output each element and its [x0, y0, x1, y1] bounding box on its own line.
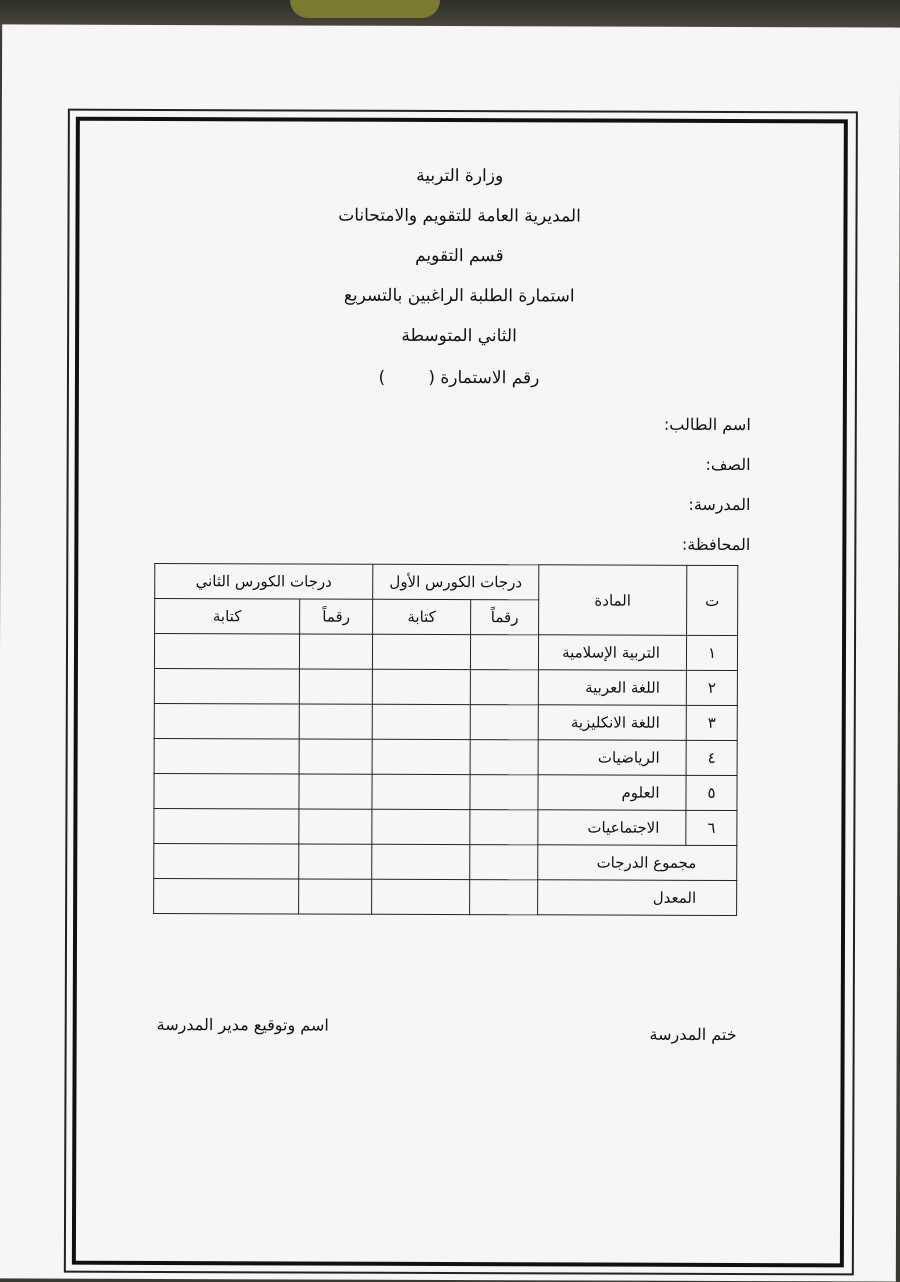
row-number: ١ [686, 635, 737, 670]
grade-cell[interactable] [372, 739, 470, 774]
grade-cell[interactable] [299, 774, 372, 809]
grade-cell[interactable] [372, 809, 470, 844]
grade-cell[interactable] [372, 669, 470, 704]
course1-header: درجات الكورس الأول [373, 564, 539, 600]
row-number: ٣ [686, 705, 737, 740]
grade-cell[interactable] [372, 879, 470, 914]
row-subject: الرياضيات [538, 740, 686, 776]
row-subject: التربية الإسلامية [538, 635, 686, 671]
grade-cell[interactable] [470, 880, 538, 915]
grade-cell[interactable] [299, 739, 372, 774]
grade-cell[interactable] [154, 808, 299, 844]
table-row [154, 808, 737, 845]
grade-cell[interactable] [299, 669, 372, 704]
student-name-label: اسم الطالب: [663, 414, 751, 435]
department-title: قسم التقويم [415, 245, 504, 267]
row-subject: اللغة العربية [538, 670, 686, 706]
grade-cell[interactable] [470, 740, 538, 775]
grade-cell[interactable] [154, 843, 299, 879]
grade-cell[interactable] [154, 773, 299, 809]
grade-cell[interactable] [154, 738, 299, 774]
table-row [154, 703, 737, 740]
grade-cell[interactable] [372, 634, 470, 669]
grade-cell[interactable] [154, 703, 299, 739]
grade-cell[interactable] [299, 809, 372, 844]
governorate-label: المحافظة: [681, 534, 751, 555]
grade-cell[interactable] [154, 878, 299, 914]
grade-cell[interactable] [299, 704, 372, 739]
total-label: مجموع الدرجات [538, 845, 737, 881]
school-stamp-label: ختم المدرسة [649, 1024, 737, 1045]
row-number: ٦ [686, 810, 737, 845]
grade-cell[interactable] [470, 845, 538, 880]
table-row [154, 633, 737, 670]
grade-cell[interactable] [299, 844, 372, 879]
grade-cell[interactable] [372, 844, 470, 879]
course2-words-header: كتابة [155, 598, 300, 634]
course2-digits-header: رقماً [300, 599, 373, 634]
row-number: ٤ [686, 740, 737, 775]
grades-table [153, 563, 738, 916]
grade-cell[interactable] [470, 775, 538, 810]
grade-level: الثاني المتوسطة [401, 325, 517, 347]
row-number: ٢ [686, 670, 737, 705]
grade-cell[interactable] [470, 670, 538, 705]
table-row [154, 738, 737, 775]
grade-cell[interactable] [299, 879, 372, 914]
row-subject: اللغة الانكليزية [538, 705, 686, 741]
grade-cell[interactable] [372, 704, 470, 739]
col-number-header: ت [687, 565, 738, 635]
object-edge [290, 0, 440, 18]
course2-header: درجات الكورس الثاني [155, 563, 373, 599]
row-subject: الاجتماعيات [538, 810, 686, 846]
grade-cell[interactable] [470, 810, 538, 845]
grade-cell[interactable] [470, 705, 538, 740]
table-row [154, 668, 737, 705]
principal-signature-label: اسم وتوقيع مدير المدرسة [156, 1014, 329, 1035]
form-title: استمارة الطلبة الراغبين بالتسريع [343, 285, 575, 307]
class-label: الصف: [705, 454, 751, 475]
grade-cell[interactable] [372, 774, 470, 809]
form-number: رقم الاستمارة ( ) [378, 367, 540, 389]
row-number: ٥ [686, 775, 737, 810]
directorate-title: المديرية العامة للتقويم والامتحانات [338, 205, 581, 227]
table-header-row [155, 563, 738, 600]
grade-cell[interactable] [154, 668, 299, 704]
grade-cell[interactable] [470, 635, 538, 670]
paper-sheet [0, 24, 900, 1281]
school-label: المدرسة: [688, 494, 751, 515]
col-subject-header: المادة [539, 565, 687, 636]
grade-cell[interactable] [154, 633, 299, 669]
grade-cell[interactable] [299, 634, 372, 669]
course1-words-header: كتابة [373, 599, 471, 634]
average-row [154, 878, 737, 915]
course1-digits-header: رقماً [471, 600, 539, 635]
total-row [154, 843, 737, 880]
ministry-title: وزارة التربية [416, 165, 504, 187]
row-subject: العلوم [538, 775, 686, 811]
average-label: المعدل [538, 880, 737, 916]
table-row [154, 773, 737, 810]
